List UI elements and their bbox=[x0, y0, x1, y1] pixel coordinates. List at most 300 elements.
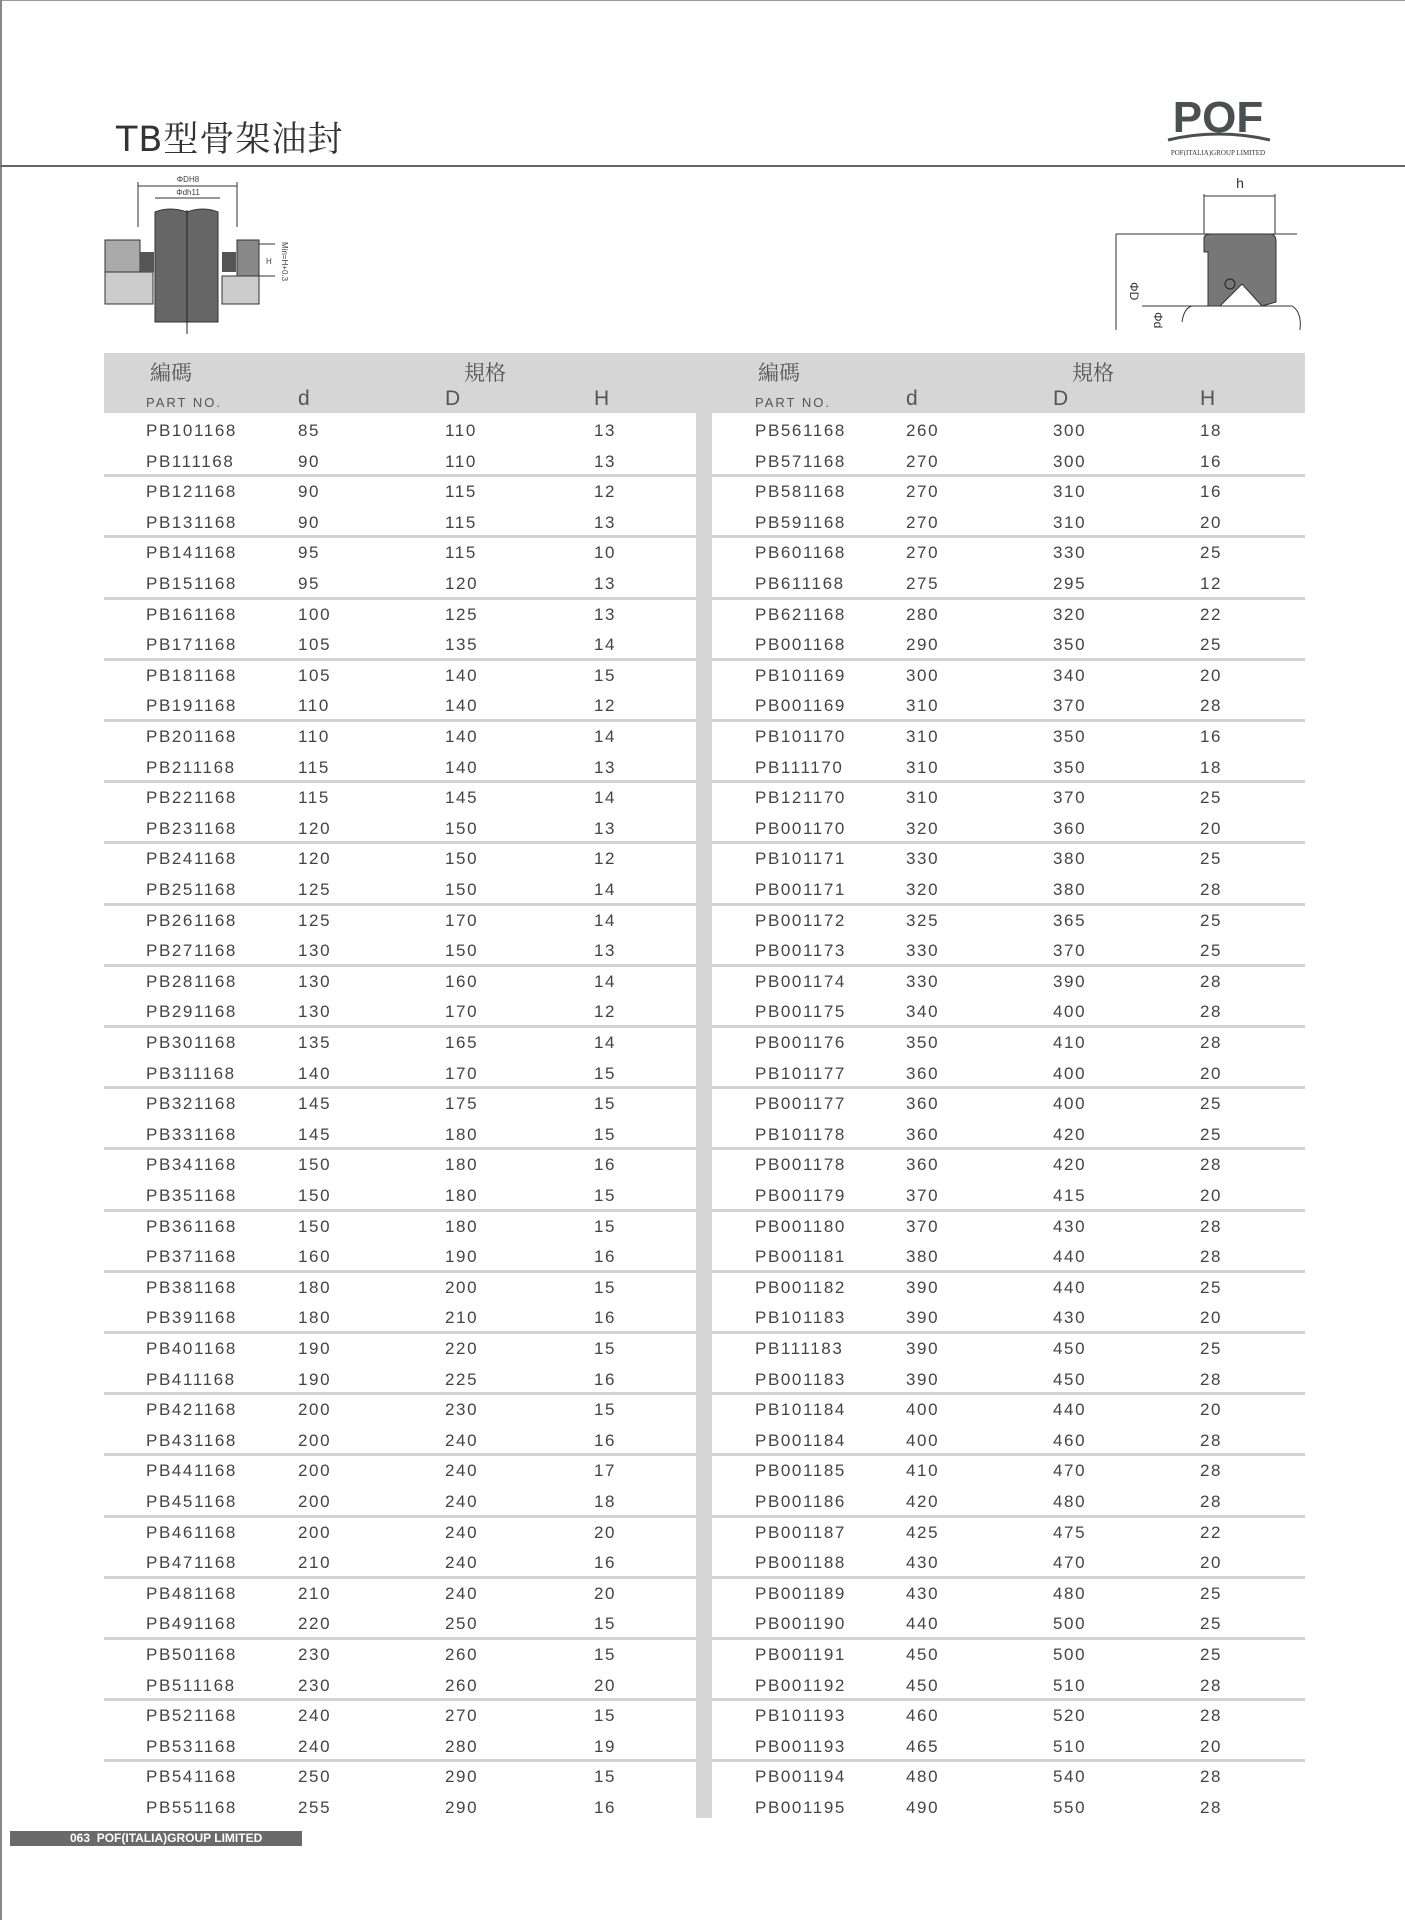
table-row bbox=[712, 1119, 1305, 1150]
table-row bbox=[712, 1639, 1305, 1670]
d-cell: 270 bbox=[906, 512, 940, 532]
d-cell: 250 bbox=[298, 1767, 332, 1787]
table-row bbox=[104, 1119, 696, 1150]
D-cell: 450 bbox=[1053, 1369, 1087, 1389]
d-cell: 145 bbox=[298, 1124, 332, 1144]
table-row bbox=[712, 1425, 1305, 1456]
d-cell: 270 bbox=[906, 543, 940, 563]
d-header: d bbox=[298, 387, 310, 410]
d-cell: 200 bbox=[298, 1461, 332, 1481]
table-row bbox=[712, 690, 1305, 721]
table-row bbox=[712, 1517, 1305, 1548]
company-logo bbox=[1148, 92, 1288, 162]
H-cell: 28 bbox=[1200, 1798, 1223, 1817]
table-row bbox=[712, 1455, 1305, 1486]
part-no-cell: PB001190 bbox=[755, 1614, 846, 1634]
page-title: TB型骨架油封 bbox=[116, 120, 344, 160]
table-row bbox=[104, 1149, 696, 1180]
table-row bbox=[104, 782, 696, 813]
right-table-header bbox=[696, 353, 1305, 413]
d-cell: 360 bbox=[906, 1155, 940, 1175]
H-cell: 20 bbox=[1200, 1400, 1223, 1420]
d-cell: 115 bbox=[298, 788, 330, 808]
table-row bbox=[712, 1731, 1305, 1762]
H-cell: 28 bbox=[1200, 971, 1223, 991]
part-no-cell: PB121168 bbox=[146, 482, 237, 502]
part-no-cell: PB121170 bbox=[755, 788, 846, 808]
D-cell: 330 bbox=[1053, 543, 1087, 563]
table-row bbox=[712, 996, 1305, 1027]
table-row bbox=[712, 599, 1305, 630]
table-row bbox=[104, 1608, 696, 1639]
d-cell: 90 bbox=[298, 482, 321, 502]
d-cell: 440 bbox=[906, 1614, 940, 1634]
part-no-cell: PB111170 bbox=[755, 757, 844, 777]
d-cell: 240 bbox=[298, 1706, 332, 1726]
table-row bbox=[712, 1364, 1305, 1395]
H-cell: 14 bbox=[594, 1033, 617, 1052]
D-cell: 125 bbox=[445, 604, 479, 624]
table-row bbox=[712, 507, 1305, 538]
d-cell: 390 bbox=[906, 1277, 940, 1297]
d-cell: 210 bbox=[298, 1583, 332, 1603]
d-cell: 350 bbox=[906, 1033, 940, 1052]
D-cell: 150 bbox=[445, 818, 479, 838]
table-row bbox=[104, 813, 696, 844]
D-cell: 180 bbox=[445, 1216, 479, 1236]
table-row bbox=[104, 1639, 696, 1670]
table-row bbox=[104, 1302, 696, 1333]
H-cell: 25 bbox=[1200, 1583, 1223, 1603]
table-row bbox=[104, 1241, 696, 1272]
part-no-cell: PB001177 bbox=[755, 1094, 846, 1114]
d-cell: 200 bbox=[298, 1400, 332, 1420]
H-cell: 20 bbox=[1200, 818, 1223, 838]
part-no-cell: PB101183 bbox=[755, 1308, 846, 1328]
H-cell: 25 bbox=[1200, 910, 1223, 930]
D-cell: 140 bbox=[445, 757, 479, 777]
d-cell: 325 bbox=[906, 910, 940, 930]
H-cell: 16 bbox=[1200, 451, 1223, 471]
table-row bbox=[712, 874, 1305, 905]
D-cell: 470 bbox=[1053, 1553, 1087, 1573]
part-no-cell: PB101184 bbox=[755, 1400, 846, 1420]
d-cell: 85 bbox=[298, 421, 321, 440]
H-cell: 25 bbox=[1200, 1339, 1223, 1358]
table-row bbox=[712, 1670, 1305, 1701]
D-cell: 415 bbox=[1053, 1186, 1087, 1205]
H-cell: 14 bbox=[594, 727, 617, 746]
H-cell: 28 bbox=[1200, 1430, 1223, 1450]
H-cell: 12 bbox=[594, 696, 617, 716]
part-no-cell: PB421168 bbox=[146, 1400, 237, 1420]
H-cell: 16 bbox=[1200, 727, 1223, 746]
d-cell: 450 bbox=[906, 1645, 940, 1664]
part-no-cell: PB381168 bbox=[146, 1277, 237, 1297]
table-row bbox=[712, 1027, 1305, 1058]
d-cell: 480 bbox=[906, 1767, 940, 1787]
H-cell: 20 bbox=[1200, 512, 1223, 532]
part-no-cell: PB341168 bbox=[146, 1155, 237, 1175]
table-row bbox=[712, 1302, 1305, 1333]
part-no-cell: PB521168 bbox=[146, 1706, 237, 1726]
H-cell: 15 bbox=[594, 1339, 617, 1358]
H-cell: 13 bbox=[594, 421, 617, 440]
table-row bbox=[104, 476, 696, 507]
table-row bbox=[712, 1394, 1305, 1425]
part-no-cell: PB511168 bbox=[146, 1675, 236, 1695]
part-no-cell: PB001171 bbox=[755, 880, 846, 899]
table-row bbox=[104, 752, 696, 783]
code-header-cn: 編碼 bbox=[150, 361, 192, 385]
D-cell: 170 bbox=[445, 910, 479, 930]
H-cell: 28 bbox=[1200, 1247, 1223, 1267]
D-cell: 110 bbox=[445, 421, 477, 440]
D-cell: 120 bbox=[445, 574, 479, 593]
d-cell: 180 bbox=[298, 1277, 332, 1297]
table-row bbox=[712, 1608, 1305, 1639]
H-cell: 20 bbox=[1200, 1186, 1223, 1205]
H-cell: 18 bbox=[1200, 421, 1223, 440]
d-cell: 360 bbox=[906, 1124, 940, 1144]
part-no-cell: PB001174 bbox=[755, 971, 846, 991]
part-no-cell: PB471168 bbox=[146, 1553, 237, 1573]
H-cell: 13 bbox=[594, 574, 617, 593]
H-cell: 16 bbox=[594, 1430, 617, 1450]
part-no-cell: PB221168 bbox=[146, 788, 237, 808]
part-no-cell: PB001189 bbox=[755, 1583, 846, 1603]
D-cell: 220 bbox=[445, 1339, 479, 1358]
table-row bbox=[104, 1486, 696, 1517]
header-rule bbox=[0, 165, 1405, 167]
D-cell: 310 bbox=[1053, 482, 1087, 502]
H-cell: 14 bbox=[594, 971, 617, 991]
part-no-cell: PB001178 bbox=[755, 1155, 846, 1175]
D-cell: 365 bbox=[1053, 910, 1087, 930]
H-cell: 15 bbox=[594, 1400, 617, 1420]
D-cell: 270 bbox=[445, 1706, 479, 1726]
d-cell: 140 bbox=[298, 1063, 332, 1083]
table-row bbox=[712, 1058, 1305, 1089]
d-cell: 100 bbox=[298, 604, 332, 624]
D-cell: 420 bbox=[1053, 1124, 1087, 1144]
H-cell: 20 bbox=[1200, 665, 1223, 685]
d-cell: 390 bbox=[906, 1369, 940, 1389]
table-row bbox=[104, 660, 696, 691]
table-row bbox=[104, 1792, 696, 1823]
D-cell: 320 bbox=[1053, 604, 1087, 624]
H-cell: 25 bbox=[1200, 849, 1223, 869]
d-cell: 465 bbox=[906, 1736, 940, 1756]
D-cell: 140 bbox=[445, 727, 479, 746]
D-cell: 250 bbox=[445, 1614, 479, 1634]
part-no-cell: PB101178 bbox=[755, 1124, 846, 1144]
H-cell: 25 bbox=[1200, 1094, 1223, 1114]
D-header: D bbox=[445, 387, 461, 410]
d-cell: 200 bbox=[298, 1430, 332, 1450]
part-no-cell: PB261168 bbox=[146, 910, 237, 930]
D-cell: 480 bbox=[1053, 1583, 1087, 1603]
part-no-cell: PB181168 bbox=[146, 665, 237, 685]
d-cell: 105 bbox=[298, 665, 332, 685]
D-cell: 290 bbox=[445, 1798, 479, 1817]
d-cell: 110 bbox=[298, 696, 330, 716]
part-no-cell: PB101168 bbox=[146, 421, 237, 440]
d-cell: 490 bbox=[906, 1798, 940, 1817]
D-cell: 260 bbox=[445, 1645, 479, 1664]
part-no-cell: PB141168 bbox=[146, 543, 237, 563]
table-row bbox=[712, 1761, 1305, 1792]
part-no-cell: PB001181 bbox=[755, 1247, 846, 1267]
H-cell: 20 bbox=[594, 1522, 617, 1542]
part-no-cell: PB331168 bbox=[146, 1124, 237, 1144]
outer-dia-label: ΦDH8 bbox=[176, 175, 200, 184]
table-row bbox=[104, 1394, 696, 1425]
D-cell: 110 bbox=[445, 451, 477, 471]
H-cell: 28 bbox=[1200, 696, 1223, 716]
H-cell: 20 bbox=[1200, 1736, 1223, 1756]
H-header: H bbox=[594, 387, 610, 410]
H-cell: 25 bbox=[1200, 941, 1223, 961]
part-no-cell: PB131168 bbox=[146, 512, 237, 532]
column-separator bbox=[696, 413, 712, 1818]
H-cell: 15 bbox=[594, 665, 617, 685]
part-no-cell: PB001182 bbox=[755, 1277, 846, 1297]
d-cell: 370 bbox=[906, 1216, 940, 1236]
part-no-cell: PB541168 bbox=[146, 1767, 237, 1787]
page-footer bbox=[10, 1831, 302, 1846]
d-cell: 275 bbox=[906, 574, 940, 593]
part-no-cell: PB611168 bbox=[755, 574, 845, 593]
table-row bbox=[712, 1149, 1305, 1180]
part-no-cell: PB001186 bbox=[755, 1492, 846, 1511]
d-cell: 300 bbox=[906, 665, 940, 685]
table-row bbox=[712, 415, 1305, 446]
table-row bbox=[104, 1700, 696, 1731]
D-cell: 430 bbox=[1053, 1308, 1087, 1328]
part-no-cell: PB461168 bbox=[146, 1522, 237, 1542]
d-cell: 330 bbox=[906, 971, 940, 991]
part-no-cell: PB001187 bbox=[755, 1522, 846, 1542]
H-cell: 28 bbox=[1200, 1033, 1223, 1052]
D-cell: 510 bbox=[1053, 1736, 1087, 1756]
d-cell: 110 bbox=[298, 727, 330, 746]
outer-dia-label: ΦD bbox=[1127, 282, 1141, 301]
table-row bbox=[104, 1547, 696, 1578]
table-row bbox=[712, 1547, 1305, 1578]
D-cell: 420 bbox=[1053, 1155, 1087, 1175]
table-row bbox=[104, 1455, 696, 1486]
H-cell: 28 bbox=[1200, 1369, 1223, 1389]
D-cell: 410 bbox=[1053, 1033, 1087, 1052]
part-no-cell: PB101169 bbox=[755, 665, 846, 685]
table-row bbox=[712, 966, 1305, 997]
part-no-cell: PB561168 bbox=[755, 421, 846, 440]
table-row bbox=[712, 721, 1305, 752]
part-no-cell: PB241168 bbox=[146, 849, 237, 869]
D-cell: 540 bbox=[1053, 1767, 1087, 1787]
part-no-cell: PB161168 bbox=[146, 604, 237, 624]
logo-tagline: POF(ITALIA)GROUP LIMITED bbox=[1170, 149, 1266, 157]
H-cell: 15 bbox=[594, 1767, 617, 1787]
D-cell: 380 bbox=[1053, 849, 1087, 869]
d-cell: 390 bbox=[906, 1308, 940, 1328]
table-row bbox=[104, 996, 696, 1027]
d-cell: 95 bbox=[298, 543, 321, 563]
D-cell: 295 bbox=[1053, 574, 1087, 593]
part-no-cell: PB151168 bbox=[146, 574, 237, 593]
table-row bbox=[712, 629, 1305, 660]
table-row bbox=[712, 1700, 1305, 1731]
part-no-cell: PB101170 bbox=[755, 727, 846, 746]
part-no-cell: PB311168 bbox=[146, 1063, 236, 1083]
D-cell: 550 bbox=[1053, 1798, 1087, 1817]
table-row bbox=[104, 1027, 696, 1058]
table-row bbox=[712, 476, 1305, 507]
D-cell: 500 bbox=[1053, 1645, 1087, 1664]
logo-mark: POF bbox=[1172, 93, 1264, 142]
H-cell: 28 bbox=[1200, 1706, 1223, 1726]
D-cell: 180 bbox=[445, 1124, 479, 1144]
table-row bbox=[104, 690, 696, 721]
part-no-cell: PB001191 bbox=[755, 1645, 846, 1664]
table-row bbox=[712, 1792, 1305, 1823]
table-row bbox=[104, 415, 696, 446]
page-border-top bbox=[0, 0, 1405, 1]
table-row bbox=[104, 507, 696, 538]
H-cell: 20 bbox=[594, 1583, 617, 1603]
D-cell: 135 bbox=[445, 635, 479, 655]
part-no-cell: PB571168 bbox=[755, 451, 846, 471]
d-cell: 280 bbox=[906, 604, 940, 624]
H-cell: 20 bbox=[1200, 1308, 1223, 1328]
page-border-left bbox=[0, 0, 2, 1920]
d-cell: 450 bbox=[906, 1675, 940, 1695]
D-cell: 240 bbox=[445, 1522, 479, 1542]
D-cell: 240 bbox=[445, 1553, 479, 1573]
part-no-cell: PB001193 bbox=[755, 1736, 846, 1756]
part-no-cell: PB001184 bbox=[755, 1430, 846, 1450]
d-cell: 270 bbox=[906, 451, 940, 471]
D-cell: 520 bbox=[1053, 1706, 1087, 1726]
H-cell: 15 bbox=[594, 1186, 617, 1205]
d-cell: 95 bbox=[298, 574, 321, 593]
width-label: h bbox=[1236, 175, 1244, 191]
table-row bbox=[104, 843, 696, 874]
part-no-cell: PB001192 bbox=[755, 1675, 846, 1695]
d-cell: 270 bbox=[906, 482, 940, 502]
H-cell: 13 bbox=[594, 451, 617, 471]
part-no-cell: PB001179 bbox=[755, 1186, 846, 1205]
table-row bbox=[104, 629, 696, 660]
table-row bbox=[712, 752, 1305, 783]
D-cell: 450 bbox=[1053, 1339, 1087, 1358]
H-cell: 12 bbox=[1200, 574, 1223, 593]
d-cell: 135 bbox=[298, 1033, 332, 1052]
d-cell: 145 bbox=[298, 1094, 332, 1114]
part-no-cell: PB391168 bbox=[146, 1308, 237, 1328]
d-cell: 200 bbox=[298, 1522, 332, 1542]
table-row bbox=[104, 1578, 696, 1609]
d-cell: 120 bbox=[298, 818, 332, 838]
D-cell: 230 bbox=[445, 1400, 479, 1420]
d-cell: 380 bbox=[906, 1247, 940, 1267]
seal-cross-section-diagram bbox=[1112, 172, 1307, 337]
D-cell: 480 bbox=[1053, 1492, 1087, 1511]
d-cell: 230 bbox=[298, 1675, 332, 1695]
D-cell: 350 bbox=[1053, 635, 1087, 655]
part-no-cell: PB321168 bbox=[146, 1094, 237, 1114]
d-cell: 320 bbox=[906, 818, 940, 838]
d-cell: 125 bbox=[298, 880, 332, 899]
H-cell: 25 bbox=[1200, 1124, 1223, 1144]
table-row bbox=[104, 568, 696, 599]
d-cell: 410 bbox=[906, 1461, 940, 1481]
D-cell: 510 bbox=[1053, 1675, 1087, 1695]
part-no-cell: PB581168 bbox=[755, 482, 846, 502]
H-cell: 28 bbox=[1200, 1767, 1223, 1787]
D-cell: 170 bbox=[445, 1063, 479, 1083]
table-row bbox=[712, 1088, 1305, 1119]
H-cell: 16 bbox=[594, 1798, 617, 1817]
D-cell: 500 bbox=[1053, 1614, 1087, 1634]
D-cell: 160 bbox=[445, 971, 479, 991]
D-cell: 475 bbox=[1053, 1522, 1087, 1542]
H-cell: 16 bbox=[594, 1553, 617, 1573]
table-row bbox=[712, 782, 1305, 813]
D-cell: 290 bbox=[445, 1767, 479, 1787]
H-cell: 28 bbox=[1200, 1492, 1223, 1511]
D-cell: 440 bbox=[1053, 1400, 1087, 1420]
d-cell: 130 bbox=[298, 1002, 332, 1022]
d-cell: 260 bbox=[906, 421, 940, 440]
D-cell: 360 bbox=[1053, 818, 1087, 838]
page-number: 063 bbox=[70, 1831, 91, 1845]
part-no-cell: PB411168 bbox=[146, 1369, 236, 1389]
part-no-cell: PB001176 bbox=[755, 1033, 846, 1052]
d-cell: 190 bbox=[298, 1369, 332, 1389]
d-cell: 290 bbox=[906, 635, 940, 655]
H-cell: 20 bbox=[594, 1675, 617, 1695]
D-cell: 440 bbox=[1053, 1247, 1087, 1267]
table-row bbox=[104, 1272, 696, 1303]
table-row bbox=[104, 1180, 696, 1211]
d-cell: 120 bbox=[298, 849, 332, 869]
H-cell: 16 bbox=[594, 1247, 617, 1267]
part-no-cell: PB001170 bbox=[755, 818, 846, 838]
H-cell: 15 bbox=[594, 1277, 617, 1297]
min-height-label: Min=H+0.3 bbox=[280, 242, 289, 282]
H-cell: 28 bbox=[1200, 1155, 1223, 1175]
spec-header-cn: 規格 bbox=[1072, 361, 1114, 385]
D-cell: 115 bbox=[445, 512, 477, 532]
H-cell: 25 bbox=[1200, 1614, 1223, 1634]
table-row bbox=[712, 1578, 1305, 1609]
d-cell: 400 bbox=[906, 1430, 940, 1450]
H-cell: 15 bbox=[594, 1124, 617, 1144]
installation-diagram bbox=[100, 172, 300, 342]
part-no-cell: PB361168 bbox=[146, 1216, 237, 1236]
part-no-cell: PB351168 bbox=[146, 1186, 237, 1205]
H-cell: 22 bbox=[1200, 1522, 1223, 1542]
part-no-cell: PB491168 bbox=[146, 1614, 237, 1634]
part-no-cell: PB591168 bbox=[755, 512, 846, 532]
H-cell: 15 bbox=[594, 1094, 617, 1114]
code-header-cn: 編碼 bbox=[758, 361, 800, 385]
table-row bbox=[712, 537, 1305, 568]
H-cell: 16 bbox=[1200, 482, 1223, 502]
part-no-header: PART NO. bbox=[755, 395, 831, 410]
